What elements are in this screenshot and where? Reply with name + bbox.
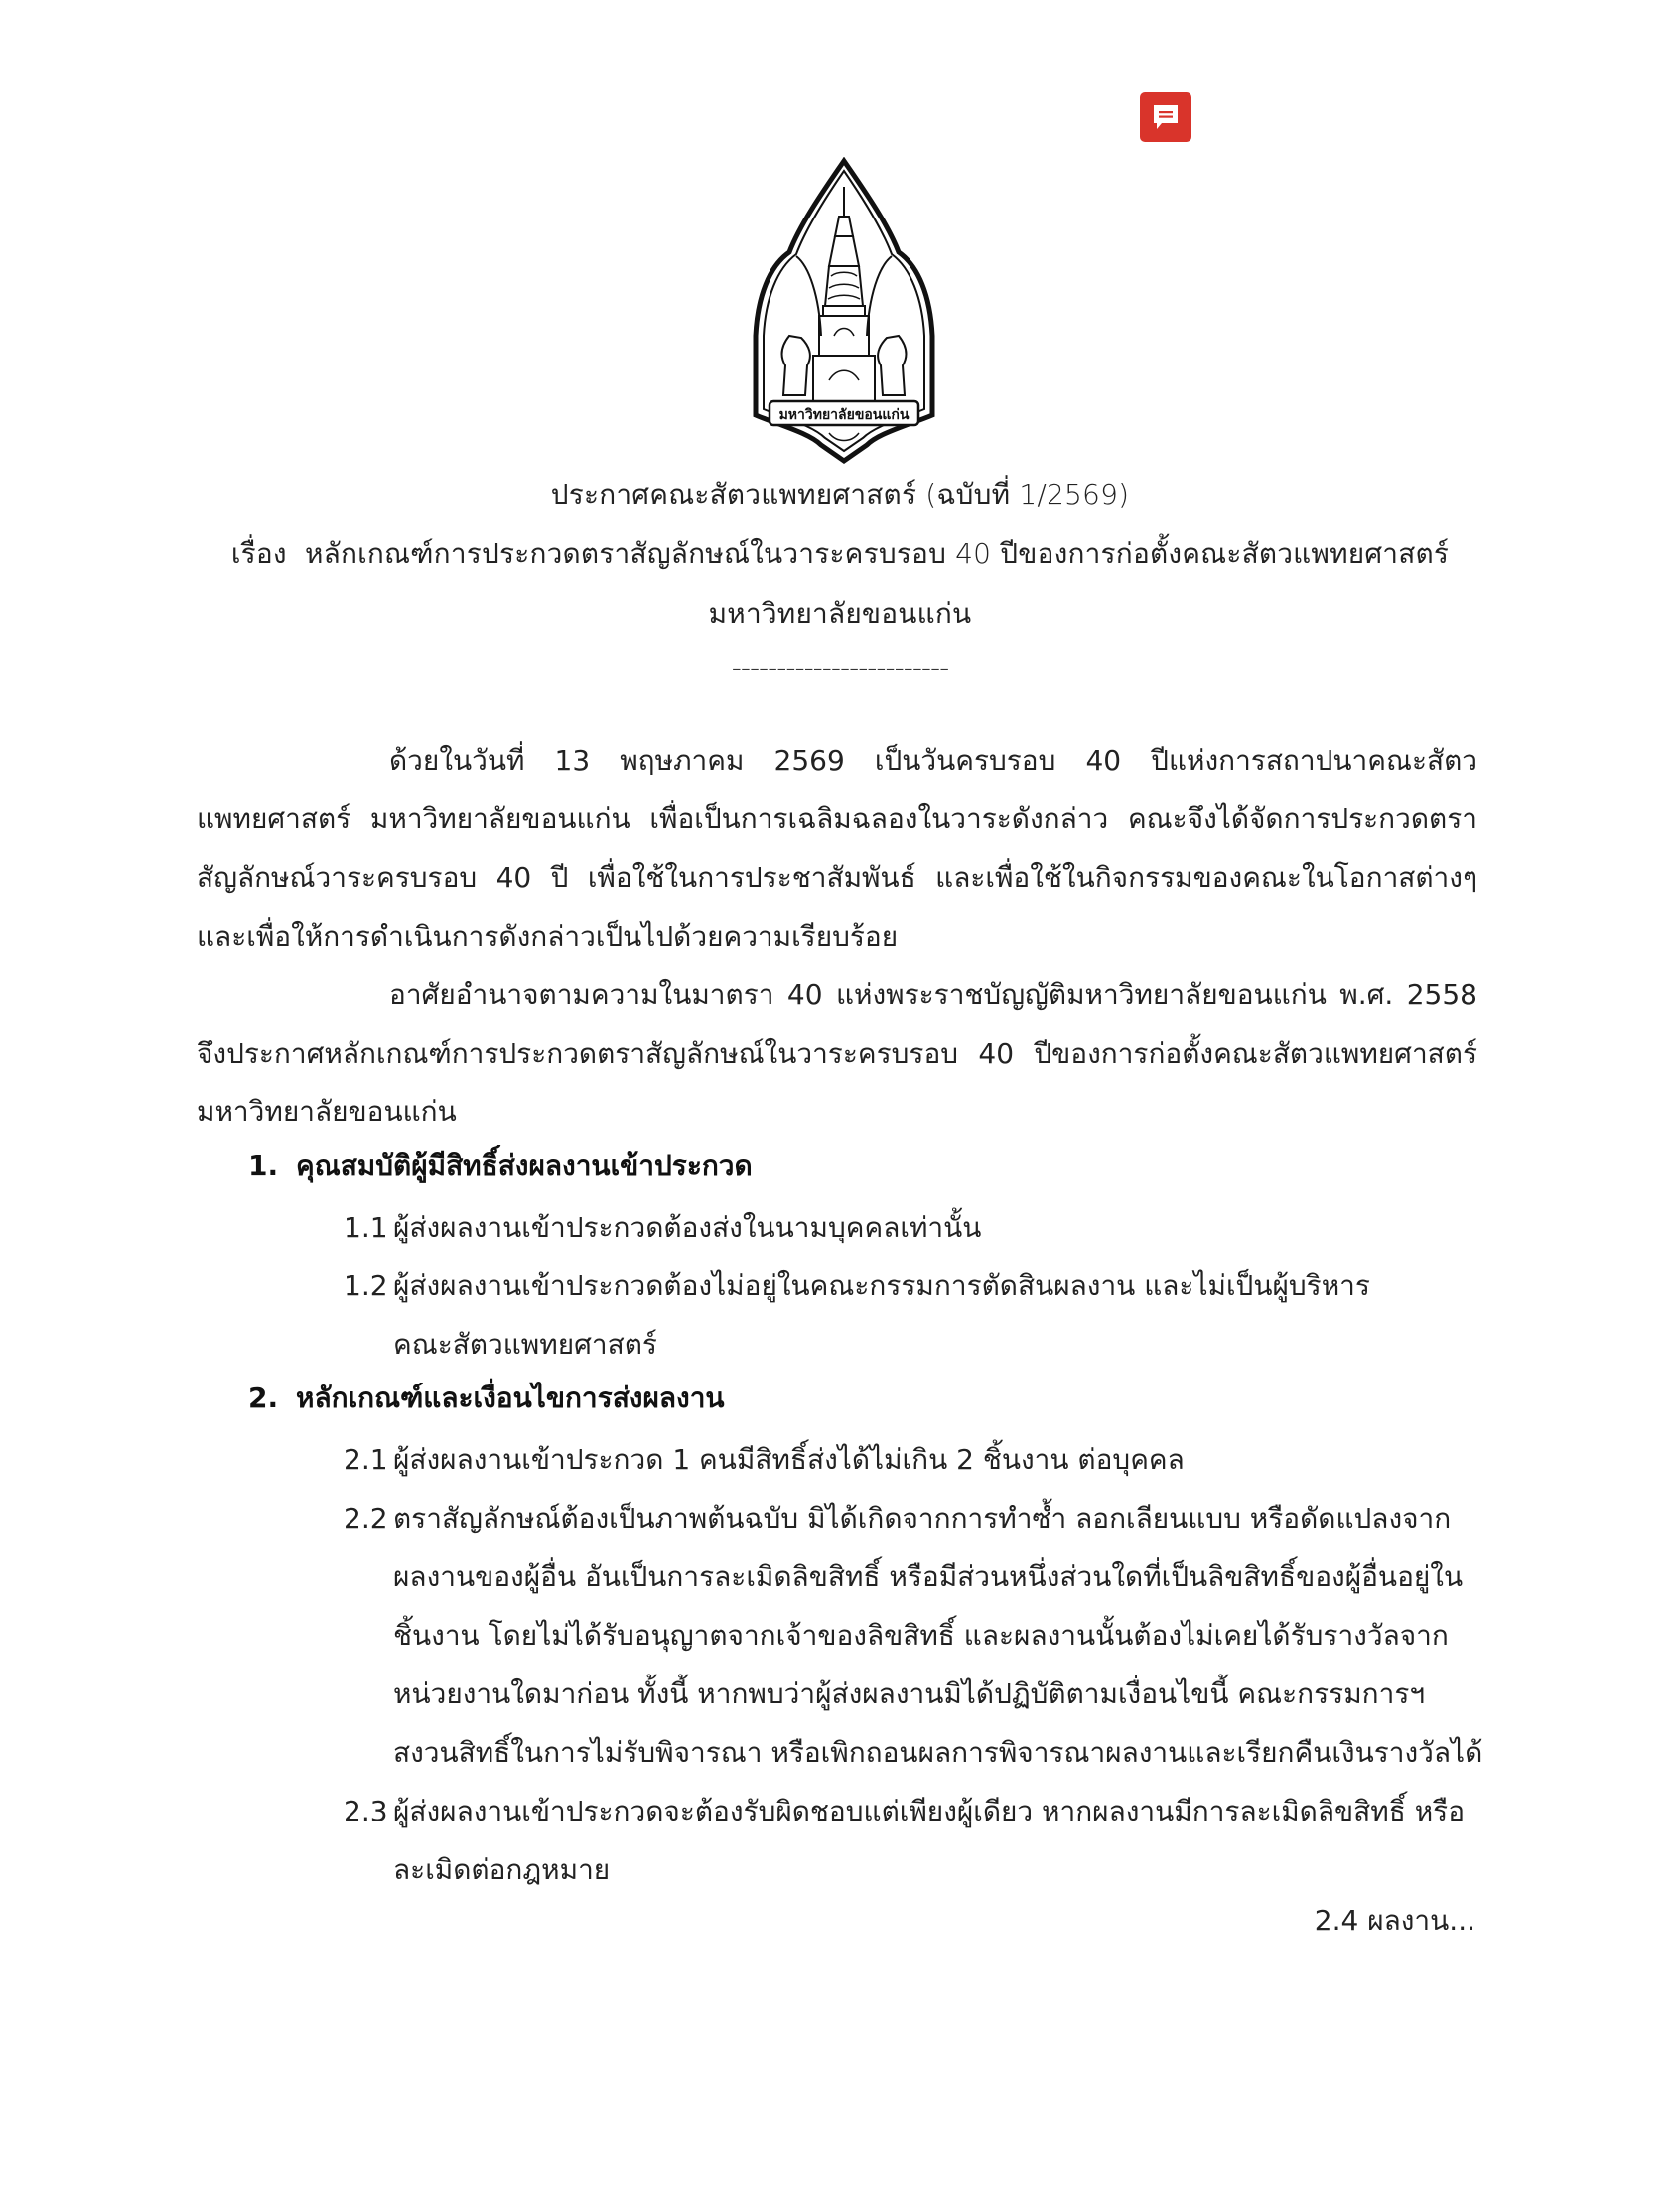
subject-label: เรื่อง [230,537,287,570]
university-logo [750,157,938,465]
university-name: มหาวิทยาลัยขอนแก่น [708,597,972,630]
intro-paragraph: ด้วยในวันที่ 13 พฤษภาคม 2569 เป็นวันครบรอบ 40 ปีแห่งการสถาปนาคณะสัตวแพทยศาสตร์ มหาวิทยาลัยขอนแก่น เพื่อเป็นการเฉลิมฉลองในวาระดังกล่าว คณะจึงได้จัดการประกวดตราสัญลักษณ์วาระครบรอบ 40 ปี เพื่อใช้ในการประชาสัมพันธ์ และเพื่อใช้ในกิจกรรมของคณะในโอกาสต่างๆ และเพื่อให้การดำเนินการดังกล่าวเป็นไปด้วยความเรียบร้อย [197,744,1477,952]
comment-icon [1151,103,1181,131]
comment-button[interactable] [1140,92,1191,142]
svg-text:มหาวิทยาลัยขอนแก่น: มหาวิทยาลัยขอนแก่น [778,407,910,423]
list-item: 2.3 ผู้ส่งผลงานเข้าประกวดจะต้องรับผิดชอบแต่เพียงผู้เดียว หากผลงานมีการละเมิดลิขสิทธิ์ หรือ ละเมิดต่อกฎหมาย [344,1795,1466,1886]
subject-text: หลักเกณฑ์การประกวดตราสัญลักษณ์ในวาระครบรอบ 40 ปีของการก่อตั้งคณะสัตวแพทยศาสตร์ [304,537,1450,570]
list-item: 1.1 ผู้ส่งผลงานเข้าประกวดต้องส่งในนามบุคคลเท่านั้น [344,1211,982,1243]
section-heading-2: 2. หลักเกณฑ์และเงื่อนไขการส่งผลงาน [248,1382,725,1414]
section-heading-1: 1. คุณสมบัติผู้มีสิทธิ์ส่งผลงานเข้าประกวด [248,1149,753,1182]
list-item: 2.2 ตราสัญลักษณ์ต้องเป็นภาพต้นฉบับ มิได้เกิดจากการทำซ้ำ ลอกเลียนแบบ หรือดัดแปลงจาก ผลงานของผู้อื่น อันเป็นการละเมิดลิขสิทธิ์ หรือมีส่วนหนึ่งส่วนใดที่เป็นลิขสิทธิ์ของผู้อื่นอยู่ใน ชิ้นงาน โดยไม่ได้รับอนุญาตจากเจ้าของลิขสิทธิ์ และผลงานนั้นต้องไม่เคยได้รับรางวัลจาก หน่วยงานใดมาก่อน ทั้งนี้ หากพบว่าผู้ส่งผลงานมิได้ปฏิบัติตามเงื่อนไขนี้ คณะกรรมการฯ สงวนสิทธิ์ในการไม่รับพิจารณา หรือเพิกถอนผลการพิจารณาผลงานและเรียกคืนเงินรางวัลได้ [344,1502,1483,1769]
authority-paragraph: อาศัยอำนาจตามความในมาตรา 40 แห่งพระราชบัญญัติมหาวิทยาลัยขอนแก่น พ.ศ. 2558 จึงประกาศหลักเกณฑ์การประกวดตราสัญลักษณ์ในวาระครบรอบ 40 ปีของการก่อตั้งคณะสัตวแพทยศาสตร์ มหาวิทยาลัยขอนแก่น [197,978,1477,1128]
announcement-subject [0,532,1680,576]
page-continuation: 2.4 ผลงาน... [1314,1904,1475,1937]
list-item: 1.2 ผู้ส่งผลงานเข้าประกวดต้องไม่อยู่ในคณะกรรมการตัดสินผลงาน และไม่เป็นผู้บริหาร คณะสัตวแพทยศาสตร์ [344,1269,1370,1361]
title-divider: ------------------------ [731,652,949,684]
list-item: 2.1 ผู้ส่งผลงานเข้าประกวด 1 คนมีสิทธิ์ส่งได้ไม่เกิน 2 ชิ้นงาน ต่อบุคคล [344,1443,1185,1476]
announcement-title: ประกาศคณะสัตวแพทยศาสตร์ (ฉบับที่ 1/2569) [550,478,1130,510]
